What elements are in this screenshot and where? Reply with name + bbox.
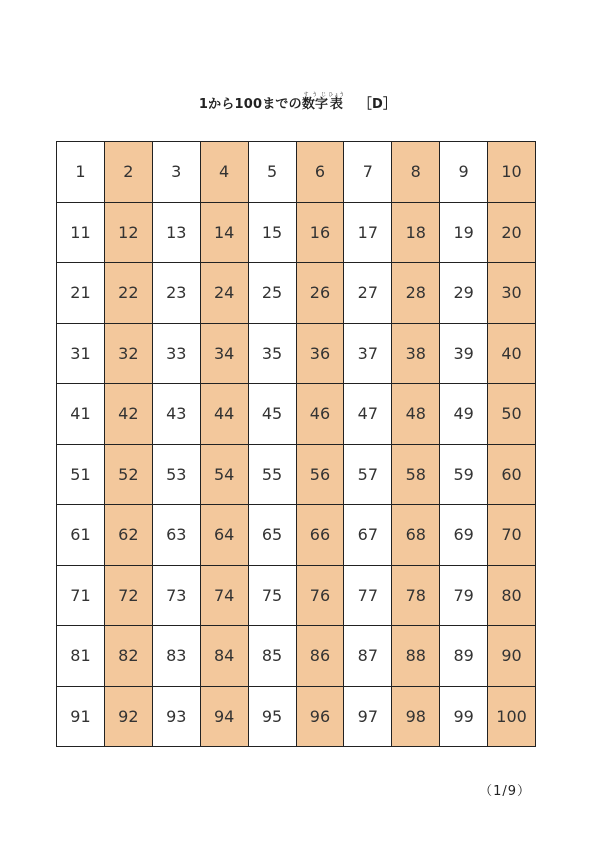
number-cell: 39 bbox=[440, 324, 488, 385]
number-cell: 97 bbox=[344, 687, 392, 748]
number-cell: 9 bbox=[440, 142, 488, 203]
number-cell: 7 bbox=[344, 142, 392, 203]
number-cell: 42 bbox=[105, 384, 153, 445]
number-cell: 96 bbox=[297, 687, 345, 748]
number-cell: 18 bbox=[392, 203, 440, 264]
number-cell: 20 bbox=[488, 203, 536, 264]
number-cell: 2 bbox=[105, 142, 153, 203]
number-cell: 43 bbox=[153, 384, 201, 445]
number-cell: 29 bbox=[440, 263, 488, 324]
number-cell: 62 bbox=[105, 505, 153, 566]
number-cell: 50 bbox=[488, 384, 536, 445]
number-cell: 19 bbox=[440, 203, 488, 264]
number-cell: 59 bbox=[440, 445, 488, 506]
number-cell: 13 bbox=[153, 203, 201, 264]
title-kanji-suuji: 数字すうじ bbox=[301, 92, 329, 112]
page-number: （1/9） bbox=[479, 784, 531, 799]
number-cell: 70 bbox=[488, 505, 536, 566]
number-cell: 23 bbox=[153, 263, 201, 324]
number-cell: 15 bbox=[249, 203, 297, 264]
number-cell: 66 bbox=[297, 505, 345, 566]
number-cell: 17 bbox=[344, 203, 392, 264]
number-cell: 74 bbox=[201, 566, 249, 627]
number-cell: 38 bbox=[392, 324, 440, 385]
number-cell: 6 bbox=[297, 142, 345, 203]
number-cell: 65 bbox=[249, 505, 297, 566]
number-cell: 71 bbox=[57, 566, 105, 627]
number-cell: 83 bbox=[153, 626, 201, 687]
number-cell: 36 bbox=[297, 324, 345, 385]
number-cell: 48 bbox=[392, 384, 440, 445]
number-cell: 31 bbox=[57, 324, 105, 385]
number-cell: 73 bbox=[153, 566, 201, 627]
number-cell: 30 bbox=[488, 263, 536, 324]
number-cell: 3 bbox=[153, 142, 201, 203]
title-area bbox=[0, 92, 595, 112]
number-cell: 41 bbox=[57, 384, 105, 445]
number-cell: 64 bbox=[201, 505, 249, 566]
number-cell: 82 bbox=[105, 626, 153, 687]
number-cell: 40 bbox=[488, 324, 536, 385]
number-cell: 51 bbox=[57, 445, 105, 506]
ruby-suuji: すうじ bbox=[301, 92, 329, 98]
number-cell: 80 bbox=[488, 566, 536, 627]
number-cell: 22 bbox=[105, 263, 153, 324]
number-cell: 34 bbox=[201, 324, 249, 385]
number-cell: 94 bbox=[201, 687, 249, 748]
number-cell: 93 bbox=[153, 687, 201, 748]
number-cell: 37 bbox=[344, 324, 392, 385]
number-cell: 91 bbox=[57, 687, 105, 748]
number-cell: 16 bbox=[297, 203, 345, 264]
number-cell: 90 bbox=[488, 626, 536, 687]
number-cell: 26 bbox=[297, 263, 345, 324]
number-cell: 72 bbox=[105, 566, 153, 627]
number-cell: 11 bbox=[57, 203, 105, 264]
number-cell: 25 bbox=[249, 263, 297, 324]
number-cell: 32 bbox=[105, 324, 153, 385]
number-cell: 69 bbox=[440, 505, 488, 566]
number-cell: 98 bbox=[392, 687, 440, 748]
number-cell: 56 bbox=[297, 445, 345, 506]
number-cell: 33 bbox=[153, 324, 201, 385]
number-cell: 27 bbox=[344, 263, 392, 324]
number-cell: 44 bbox=[201, 384, 249, 445]
number-cell: 85 bbox=[249, 626, 297, 687]
number-cell: 75 bbox=[249, 566, 297, 627]
number-cell: 92 bbox=[105, 687, 153, 748]
number-cell: 95 bbox=[249, 687, 297, 748]
number-cell: 5 bbox=[249, 142, 297, 203]
number-cell: 79 bbox=[440, 566, 488, 627]
number-cell: 55 bbox=[249, 445, 297, 506]
page-title bbox=[0, 92, 595, 112]
number-cell: 78 bbox=[392, 566, 440, 627]
number-cell: 61 bbox=[57, 505, 105, 566]
title-prefix: 1から100までの bbox=[198, 97, 302, 112]
number-cell: 49 bbox=[440, 384, 488, 445]
number-cell: 12 bbox=[105, 203, 153, 264]
number-cell: 47 bbox=[344, 384, 392, 445]
number-cell: 45 bbox=[249, 384, 297, 445]
number-cell: 24 bbox=[201, 263, 249, 324]
number-cell: 4 bbox=[201, 142, 249, 203]
number-cell: 89 bbox=[440, 626, 488, 687]
number-cell: 10 bbox=[488, 142, 536, 203]
title-variant: ［D］ bbox=[358, 97, 397, 112]
number-cell: 58 bbox=[392, 445, 440, 506]
number-cell: 68 bbox=[392, 505, 440, 566]
number-cell: 84 bbox=[201, 626, 249, 687]
number-cell: 21 bbox=[57, 263, 105, 324]
number-cell: 1 bbox=[57, 142, 105, 203]
ruby-hyou: ひょう bbox=[328, 92, 345, 98]
title-kanji-hyou: 表ひょう bbox=[328, 92, 345, 112]
number-cell: 76 bbox=[297, 566, 345, 627]
number-cell: 67 bbox=[344, 505, 392, 566]
number-cell: 100 bbox=[488, 687, 536, 748]
number-cell: 14 bbox=[201, 203, 249, 264]
number-cell: 86 bbox=[297, 626, 345, 687]
number-cell: 60 bbox=[488, 445, 536, 506]
number-cell: 57 bbox=[344, 445, 392, 506]
number-cell: 53 bbox=[153, 445, 201, 506]
number-cell: 54 bbox=[201, 445, 249, 506]
number-grid bbox=[56, 141, 536, 747]
number-cell: 99 bbox=[440, 687, 488, 748]
number-cell: 63 bbox=[153, 505, 201, 566]
number-cell: 88 bbox=[392, 626, 440, 687]
number-cell: 8 bbox=[392, 142, 440, 203]
number-cell: 87 bbox=[344, 626, 392, 687]
number-cell: 81 bbox=[57, 626, 105, 687]
number-cell: 46 bbox=[297, 384, 345, 445]
number-cell: 28 bbox=[392, 263, 440, 324]
number-cell: 77 bbox=[344, 566, 392, 627]
number-cell: 52 bbox=[105, 445, 153, 506]
number-cell: 35 bbox=[249, 324, 297, 385]
